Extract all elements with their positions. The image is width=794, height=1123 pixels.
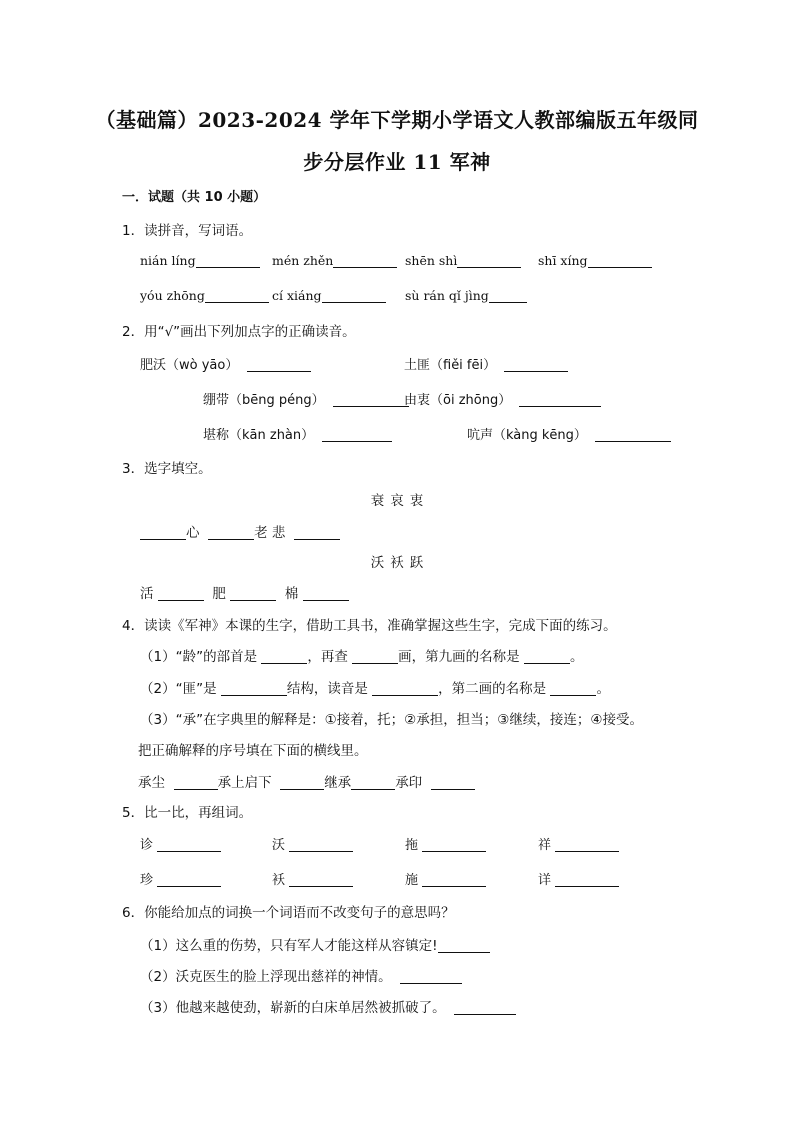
pinyin-item: cí xiáng [272, 288, 386, 303]
reading-choice: 绷带（bēng péng） [203, 389, 409, 408]
question-4-part-3-instruction: 把正确解释的序号填在下面的横线里。 [138, 743, 368, 759]
fill-row-1: 心 老 悲 [140, 521, 340, 541]
pinyin-item: yóu zhōng [140, 288, 269, 303]
worksheet-title-line1: （基础篇）2023-2024 学年下学期小学语文人教部编版五年级同 [95, 108, 699, 132]
question-4-stem: 4．读读《军神》本课的生字，借助工具书，准确掌握这些生字，完成下面的练习。 [122, 618, 617, 634]
question-2-stem: 2．用“√”画出下列加点字的正确读音。 [122, 324, 356, 340]
worksheet-title-line2: 步分层作业 11 军神 [303, 150, 491, 174]
question-4-part-3-blanks: 承尘 承上启下 继承 承印 [138, 771, 475, 791]
pinyin-item: mén zhěn [272, 253, 397, 268]
char-group-1: 衰 哀 衷 [370, 493, 424, 509]
compare-item: 袄 [272, 869, 353, 888]
compare-item: 珍 [140, 869, 221, 888]
question-4-part-1: （1）“龄”的部首是 ，再查 画，第九画的名称是 。 [140, 649, 584, 665]
reading-choice: 吭声（kàng kēng） [467, 424, 671, 443]
question-3-stem: 3．选字填空。 [122, 461, 212, 477]
compare-item: 拖 [405, 834, 486, 853]
question-5-stem: 5．比一比，再组词。 [122, 805, 253, 821]
compare-item: 祥 [538, 834, 619, 853]
reading-choice: 肥沃（wò yāo） [140, 354, 311, 373]
question-6-sentence-1: （1）这么重的伤势，只有军人才能这样从容镇定! [140, 934, 490, 954]
question-1-stem: 1．读拼音，写词语。 [122, 223, 253, 239]
fill-row-2: 活 肥 棉 [140, 582, 349, 602]
compare-item: 详 [538, 869, 619, 888]
pinyin-item: sù rán qǐ jìng [405, 288, 527, 303]
compare-item: 施 [405, 869, 486, 888]
pinyin-item: shēn shì [405, 253, 521, 268]
compare-item: 诊 [140, 834, 221, 853]
pinyin-item: shī xíng [538, 253, 652, 268]
pinyin-item: nián líng [140, 253, 260, 268]
reading-choice: 由衷（ōi zhōng） [404, 389, 601, 408]
section-heading: 一．试题（共 10 小题） [122, 190, 267, 205]
question-6-sentence-2: （2）沃克医生的脸上浮现出慈祥的神情。 [140, 965, 462, 985]
reading-choice: 土匪（fiěi fēi） [404, 354, 568, 373]
question-4-part-3: （3）“承”在字典里的解释是：①接着，托；②承担，担当；③继续，接连；④接受。 [140, 712, 643, 728]
question-6-stem: 6．你能给加点的词换一个词语而不改变句子的意思吗？ [122, 905, 455, 921]
compare-item: 沃 [272, 834, 353, 853]
char-group-2: 沃 袄 跃 [370, 555, 424, 571]
question-6-sentence-3: （3）他越来越使劲，崭新的白床单居然被抓破了。 [140, 996, 516, 1016]
question-4-part-2: （2）“匪”是 结构，读音是 ，第二画的名称是 。 [140, 681, 610, 697]
reading-choice: 堪称（kān zhàn） [203, 424, 392, 443]
